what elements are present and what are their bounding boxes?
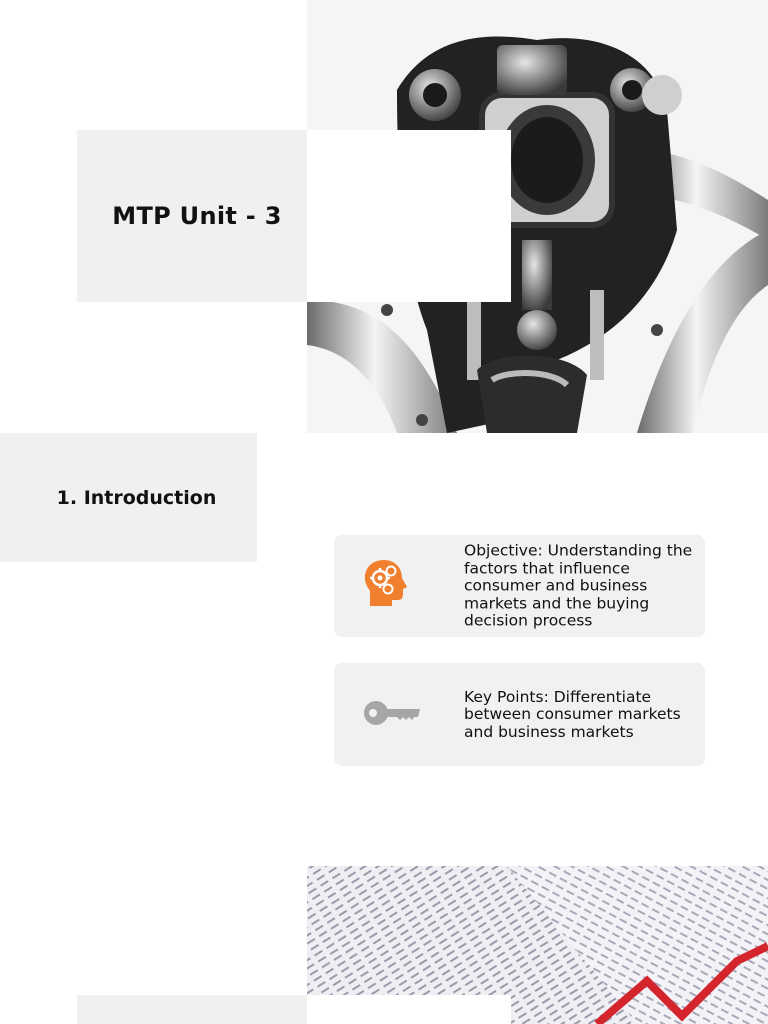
next-title-panel-white [307,995,511,1024]
head-gears-icon [362,558,408,614]
key-points-card [334,663,705,766]
key-icon [362,698,422,732]
objective-text: Objective: Understanding the factors that influence consumer and business markets and the buying decision process [464,541,693,630]
section-heading: 1. Introduction [56,486,217,509]
slide-title: MTP Unit - 3 [112,202,282,230]
objective-card [334,535,705,637]
section-heading-panel [0,433,257,562]
title-panel-white [307,130,511,302]
key-points-text: Key Points: Differentiate between consumer markets and business markets [464,687,681,741]
next-title-panel [77,995,307,1024]
